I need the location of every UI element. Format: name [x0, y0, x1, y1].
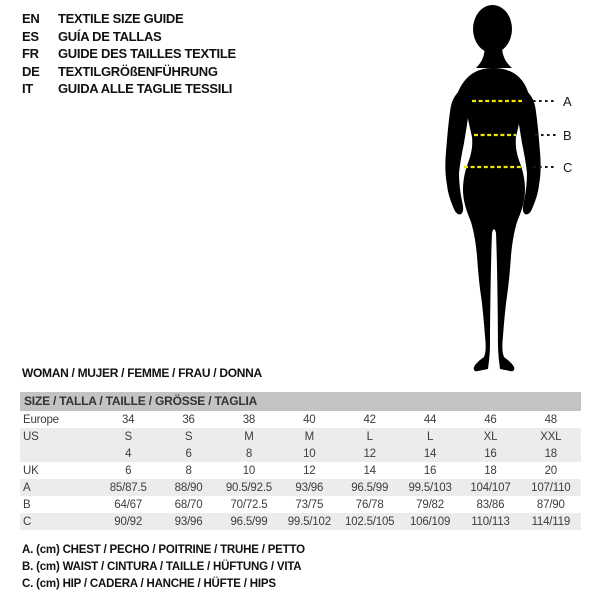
size-value-cell: 12 — [303, 464, 316, 477]
language-list — [22, 10, 236, 98]
size-value-cell: 42 — [363, 413, 376, 426]
table-row — [20, 428, 581, 445]
table-row — [20, 479, 581, 496]
size-value-cell: 79/82 — [416, 498, 444, 511]
size-value-cell: 107/110 — [531, 481, 571, 494]
size-value-cell: 38 — [242, 413, 256, 426]
size-value-cell: 44 — [423, 413, 437, 426]
size-value-cell: XXL — [540, 430, 562, 443]
language-code: EN — [22, 11, 40, 26]
language-label: TEXTILE SIZE GUIDE — [58, 11, 184, 26]
size-value-cell: 99.5/103 — [408, 481, 452, 494]
language-label: GUIDA ALLE TAGLIE TESSILI — [58, 81, 233, 96]
size-value-cell: 114/119 — [531, 515, 571, 528]
size-value-cell: 93/96 — [295, 481, 324, 494]
size-value-cell: S — [184, 430, 193, 443]
measure-label-hip: C — [563, 160, 573, 175]
size-value-cell: 110/113 — [471, 515, 510, 528]
size-value-cell: 36 — [182, 413, 195, 426]
size-value-cell: 18 — [484, 464, 497, 477]
table-header: SIZE / TALLA / TAILLE / GRÖSSE / TAGLIA — [20, 392, 581, 411]
size-value-cell: 70/72.5 — [230, 498, 268, 511]
size-value-cell: L — [366, 430, 373, 443]
language-code: ES — [22, 28, 39, 44]
row-label: Europe — [23, 413, 59, 426]
language-row — [22, 80, 236, 98]
section-title: WOMAN / MUJER / FEMME / FRAU / DONNA — [22, 366, 262, 380]
size-value-cell: 76/78 — [355, 498, 384, 511]
size-value-cell: 46 — [484, 413, 497, 426]
size-value-cell: 20 — [544, 464, 558, 477]
size-value-cell: 12 — [363, 447, 376, 460]
size-value-cell: 40 — [303, 413, 316, 426]
size-value-cell: 6 — [185, 447, 192, 460]
legend-line: B. (cm) WAIST / CINTURA / TAILLE / HÜFTUNG / VITA — [22, 561, 302, 573]
size-value-cell: 16 — [484, 447, 497, 460]
table-body — [20, 411, 581, 530]
size-value-cell: 88/90 — [174, 481, 203, 494]
size-value-cell: 6 — [125, 464, 132, 477]
measurement-legend — [22, 542, 305, 593]
row-label: US — [23, 430, 39, 443]
size-value-cell: 85/87.5 — [109, 481, 147, 494]
size-value-cell: 8 — [185, 464, 192, 477]
size-value-cell: 90/92 — [114, 515, 143, 528]
woman-silhouette-figure — [420, 0, 600, 380]
legend-line: A. (cm) CHEST / PECHO / POITRINE / TRUHE / PETTO — [22, 544, 305, 556]
table-row — [20, 496, 581, 513]
size-value-cell: 10 — [303, 447, 316, 460]
row-label: A — [23, 481, 31, 494]
language-row — [22, 45, 236, 63]
size-value-cell: 34 — [121, 413, 135, 426]
language-row — [22, 63, 236, 81]
measure-label-waist: B — [563, 128, 572, 143]
size-value-cell: L — [426, 430, 434, 443]
size-value-cell: 99.5/102 — [287, 515, 331, 528]
size-value-cell: 87/90 — [536, 498, 565, 511]
size-value-cell: 18 — [544, 447, 558, 460]
row-label: C — [23, 515, 32, 528]
language-label: GUIDE DES TAILLES TEXTILE — [58, 46, 236, 61]
table-row — [20, 513, 581, 530]
size-value-cell: 48 — [544, 413, 558, 426]
size-value-cell: 73/75 — [295, 498, 324, 511]
table-row — [20, 445, 581, 462]
size-value-cell: 106/109 — [409, 515, 451, 528]
row-label: UK — [23, 464, 39, 477]
size-value-cell: 14 — [363, 464, 376, 477]
size-value-cell: S — [124, 430, 132, 443]
size-value-cell: 8 — [245, 447, 253, 460]
size-value-cell: 96.5/99 — [351, 481, 389, 494]
size-value-cell: 64/67 — [114, 498, 143, 511]
language-row — [22, 28, 236, 46]
legend-line: C. (cm) HIP / CADERA / HANCHE / HÜFTE / HIPS — [22, 578, 276, 590]
size-value-cell: 83/86 — [476, 498, 505, 511]
size-value-cell: 10 — [242, 464, 256, 477]
size-value-cell: 90.5/92.5 — [225, 481, 273, 494]
size-value-cell: 104/107 — [470, 481, 511, 494]
size-value-cell: 102.5/105 — [345, 515, 395, 528]
table-row — [20, 462, 581, 479]
language-row — [22, 10, 236, 28]
size-value-cell: 96.5/99 — [230, 515, 268, 528]
measure-label-chest: A — [563, 94, 572, 109]
language-label: TEXTILGRÖßENFÜHRUNG — [58, 63, 218, 79]
size-value-cell: 93/96 — [174, 515, 203, 528]
language-label: GUÍA DE TALLAS — [58, 28, 162, 44]
table-row — [20, 411, 581, 428]
size-value-cell: 14 — [423, 447, 437, 460]
language-code: FR — [22, 46, 39, 61]
language-code: IT — [22, 81, 33, 96]
size-value-cell: M — [244, 430, 254, 443]
size-value-cell: 16 — [423, 464, 437, 477]
size-value-cell: 4 — [125, 447, 132, 460]
size-value-cell: 68/70 — [174, 498, 203, 511]
row-label: B — [23, 498, 31, 511]
size-value-cell: M — [304, 430, 314, 443]
size-value-cell: XL — [483, 430, 498, 443]
language-code: DE — [22, 63, 40, 79]
size-table — [20, 392, 581, 530]
